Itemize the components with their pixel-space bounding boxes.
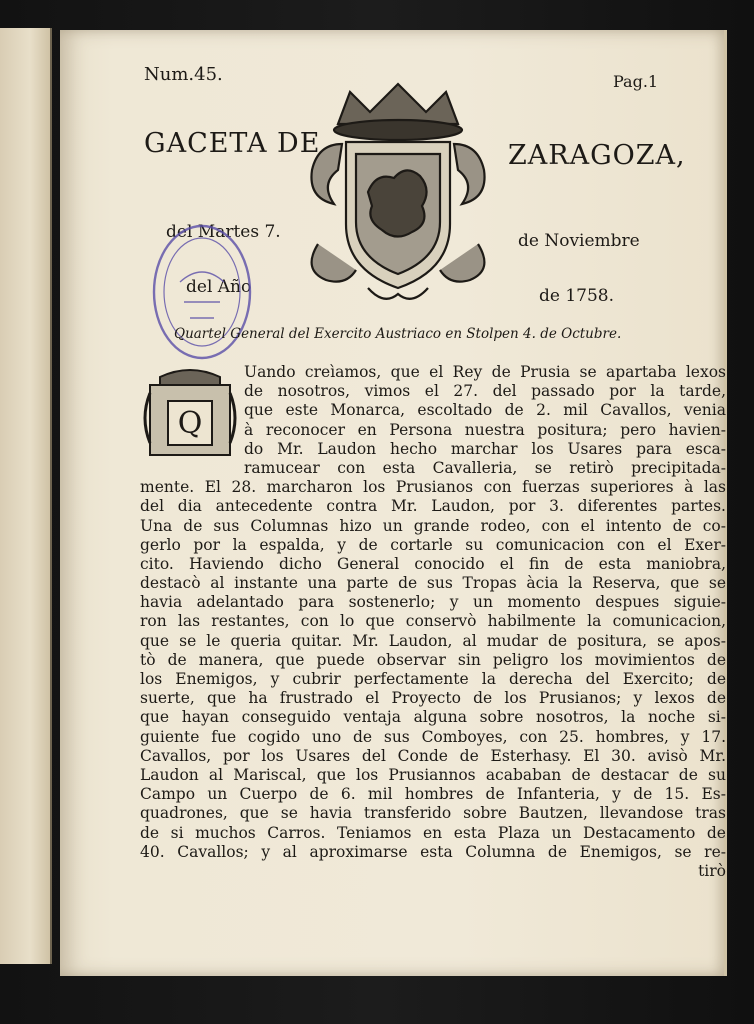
body-line: Laudon al Mariscal, que los Prusiannos acababan de destacar de su bbox=[140, 765, 726, 784]
body-line: cito. Haviendo dicho General conocido el fin de esta maniobra, bbox=[140, 554, 726, 573]
body-line: Cavallos, por los Usares del Conde de Esterhasy. El 30. avisò Mr. bbox=[140, 746, 726, 765]
body-line: ron las restantes, con lo que conservò habilmente la comunicacion, bbox=[140, 612, 726, 631]
body-line: destacò al instante una parte de sus Tropas àcia la Reserva, que se bbox=[140, 574, 726, 593]
body-line: mente. El 28. marcharon los Prusianos con fuerzas superiores à las bbox=[140, 478, 726, 497]
facing-page-edge bbox=[0, 28, 52, 964]
body-line: havia adelantado para sostenerlo; y un momento despues siguie- bbox=[140, 593, 726, 612]
body-line: guiente fue cogido uno de sus Comboyes, con 25. hombres, y 17. bbox=[140, 727, 726, 746]
date-left: del Martes 7. bbox=[166, 222, 281, 242]
body-line: que hayan conseguido ventaja alguna sobre nosotros, la noche si- bbox=[140, 708, 726, 727]
body-line: do Mr. Laudon hecho marchar los Usares para esca- bbox=[244, 439, 726, 458]
body-line: de nosotros, vimos el 27. del passado por la tarde, bbox=[244, 382, 726, 401]
dateline: Quartel General del Exercito Austriaco en Stolpen 4. de Octubre. bbox=[174, 326, 622, 342]
body-line: que este Monarca, escoltado de 2. mil Cavallos, venia bbox=[244, 401, 726, 420]
article-body bbox=[140, 363, 726, 881]
body-line: Campo un Cuerpo de 6. mil hombres de Infanteria, y de 15. Es- bbox=[140, 785, 726, 804]
issue-number: Num.45. bbox=[144, 64, 223, 85]
body-line: gerlo por la espalda, y de cortarle su comunicacion con el Exer- bbox=[140, 535, 726, 554]
body-line: que se le queria quitar. Mr. Laudon, al mudar de positura, se apos- bbox=[140, 631, 726, 650]
year-left: del Año bbox=[186, 277, 252, 297]
masthead-title-right: ZARAGOZA, bbox=[508, 140, 686, 171]
body-line: Uando creìamos, que el Rey de Prusia se apartaba lexos bbox=[244, 363, 726, 381]
year-right: de 1758. bbox=[539, 286, 615, 306]
masthead-title-left: GACETA DE bbox=[144, 128, 321, 159]
coat-of-arms-icon bbox=[298, 74, 498, 308]
body-line: tò de manera, que puede observar sin peligro los movimientos de bbox=[140, 650, 726, 669]
body-line: de si muchos Carros. Teniamos en esta Plaza un Destacamento de bbox=[140, 823, 726, 842]
newspaper-page bbox=[60, 30, 727, 976]
date-right: de Noviembre bbox=[518, 231, 640, 251]
body-line: del dia antecedente contra Mr. Laudon, por 3. diferentes partes. bbox=[140, 497, 726, 516]
body-line: quadrones, que se havia transferido sobre Bautzen, llevandose tras bbox=[140, 804, 726, 823]
body-line: Una de sus Columnas hizo un grande rodeo, con el intento de co- bbox=[140, 516, 726, 535]
body-line: ramucear con esta Cavalleria, se retirò precipitada- bbox=[244, 458, 726, 477]
body-line: tirò bbox=[698, 861, 726, 880]
body-line: suerte, que ha frustrado el Proyecto de los Prusianos; y lexos de bbox=[140, 689, 726, 708]
page-number: Pag.1 bbox=[613, 72, 659, 91]
body-line: à reconocer en Persona nuestra positura; pero havien- bbox=[244, 420, 726, 439]
drop-cap-letter: Q bbox=[177, 406, 203, 441]
body-line: 40. Cavallos; y al aproximarse esta Columna de Enemigos, se re- bbox=[140, 842, 726, 861]
body-line: los Enemigos, y cubrir perfectamente la derecha del Exercito; de bbox=[140, 670, 726, 688]
